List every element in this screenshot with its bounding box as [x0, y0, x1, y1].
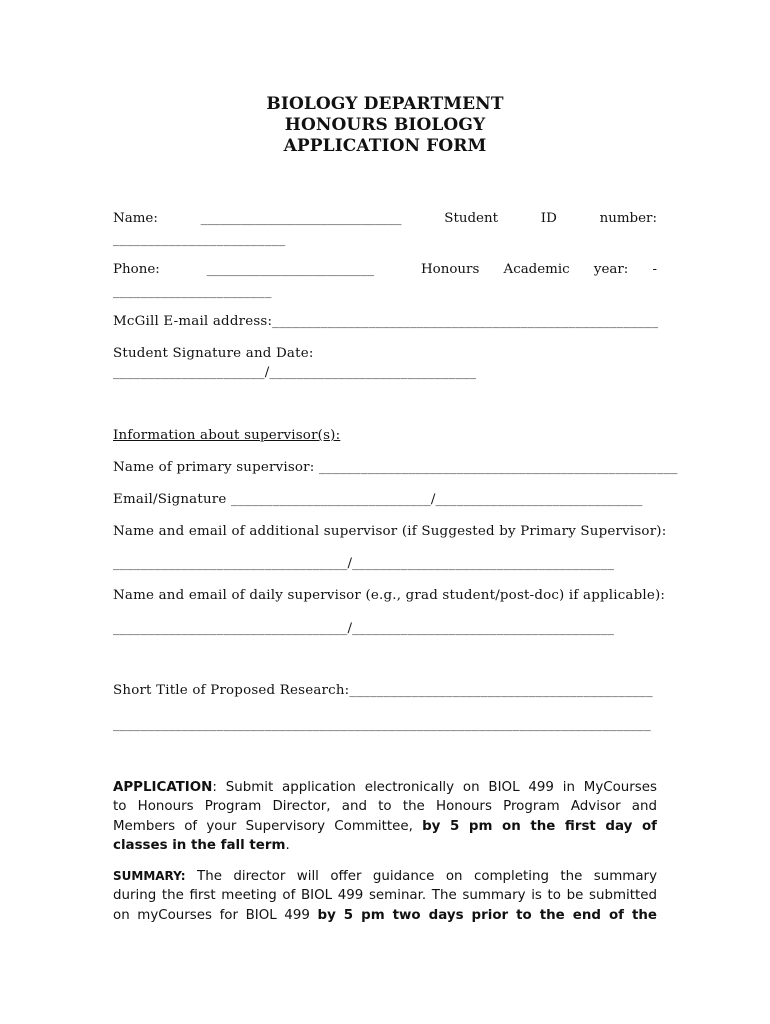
signature-date-field[interactable]: ______________________/______________________________: [113, 365, 477, 380]
application-text-3: Members of your Supervisory Committee,: [113, 818, 413, 834]
program-title: HONOURS BIOLOGY: [284, 115, 486, 135]
phone-field[interactable]: _________________________: [206, 262, 375, 277]
research-title-field[interactable]: Short Title of Proposed Research:____________________________________________: [113, 683, 653, 698]
application-label: APPLICATION: [113, 780, 213, 795]
number-word: number:: [599, 211, 657, 226]
supervisor-section-heading: Information about supervisor(s):: [113, 428, 341, 443]
academic-year-group: [421, 261, 657, 278]
application-text-2: to Honours Program Director, and to the Honours Program Advisor and: [113, 799, 657, 815]
application-paragraph: [113, 778, 657, 856]
name-field[interactable]: ______________________________: [200, 211, 402, 226]
name-label: Name:: [113, 211, 158, 226]
primary-supervisor-field[interactable]: Name of primary supervisor: ____________________________________________________: [113, 460, 678, 475]
summary-paragraph: [113, 867, 657, 925]
summary-label: SUMMARY:: [113, 869, 186, 883]
form-title: APPLICATION FORM: [283, 136, 487, 156]
application-text-1: : Submit application electronically on BIOL 499 in MyCourses: [212, 780, 657, 795]
name-id-row: [113, 210, 657, 227]
email-signature-field[interactable]: Email/Signature _____________________________/______________________________: [113, 492, 643, 507]
department-title: BIOLOGY DEPARTMENT: [266, 94, 504, 114]
phone-label: Phone:: [113, 262, 160, 277]
year-word: year:: [593, 262, 629, 277]
summary-text-3: on myCourses for BIOL 499: [113, 907, 310, 923]
additional-supervisor-field[interactable]: __________________________________/______________________________________: [113, 556, 615, 571]
student-word: Student: [444, 211, 498, 226]
application-deadline-1: by 5 pm on the first day of: [422, 818, 657, 834]
summary-text-2: during the first meeting of BIOL 499 seminar. The summary is to be submitted: [113, 888, 657, 904]
application-period: .: [285, 838, 290, 854]
summary-deadline: by 5 pm two days prior to the end of the: [317, 907, 657, 923]
phone-year-row: [113, 261, 657, 278]
id-word: ID: [540, 211, 557, 226]
academic-year-field[interactable]: _______________________: [113, 284, 272, 299]
research-title-continuation-field[interactable]: ______________________________________________________________________________: [113, 717, 651, 732]
academic-word: Academic: [503, 262, 570, 277]
daily-supervisor-label: Name and email of daily supervisor (e.g., grad student/post-doc) if applicable):: [113, 588, 666, 603]
summary-text-1: The director will offer guidance on completing the summary: [197, 869, 657, 884]
application-deadline-2: classes in the fall term: [113, 838, 286, 854]
student-id-field[interactable]: _________________________: [113, 232, 286, 247]
daily-supervisor-field[interactable]: __________________________________/______________________________________: [113, 621, 615, 636]
additional-supervisor-label: Name and email of additional supervisor (if Suggested by Primary Supervisor):: [113, 524, 667, 539]
signature-label: Student Signature and Date:: [113, 346, 314, 361]
email-field[interactable]: McGill E-mail address:________________________________________________________: [113, 314, 659, 329]
honours-word: Honours: [421, 262, 480, 277]
dash-mark: -: [652, 262, 657, 277]
